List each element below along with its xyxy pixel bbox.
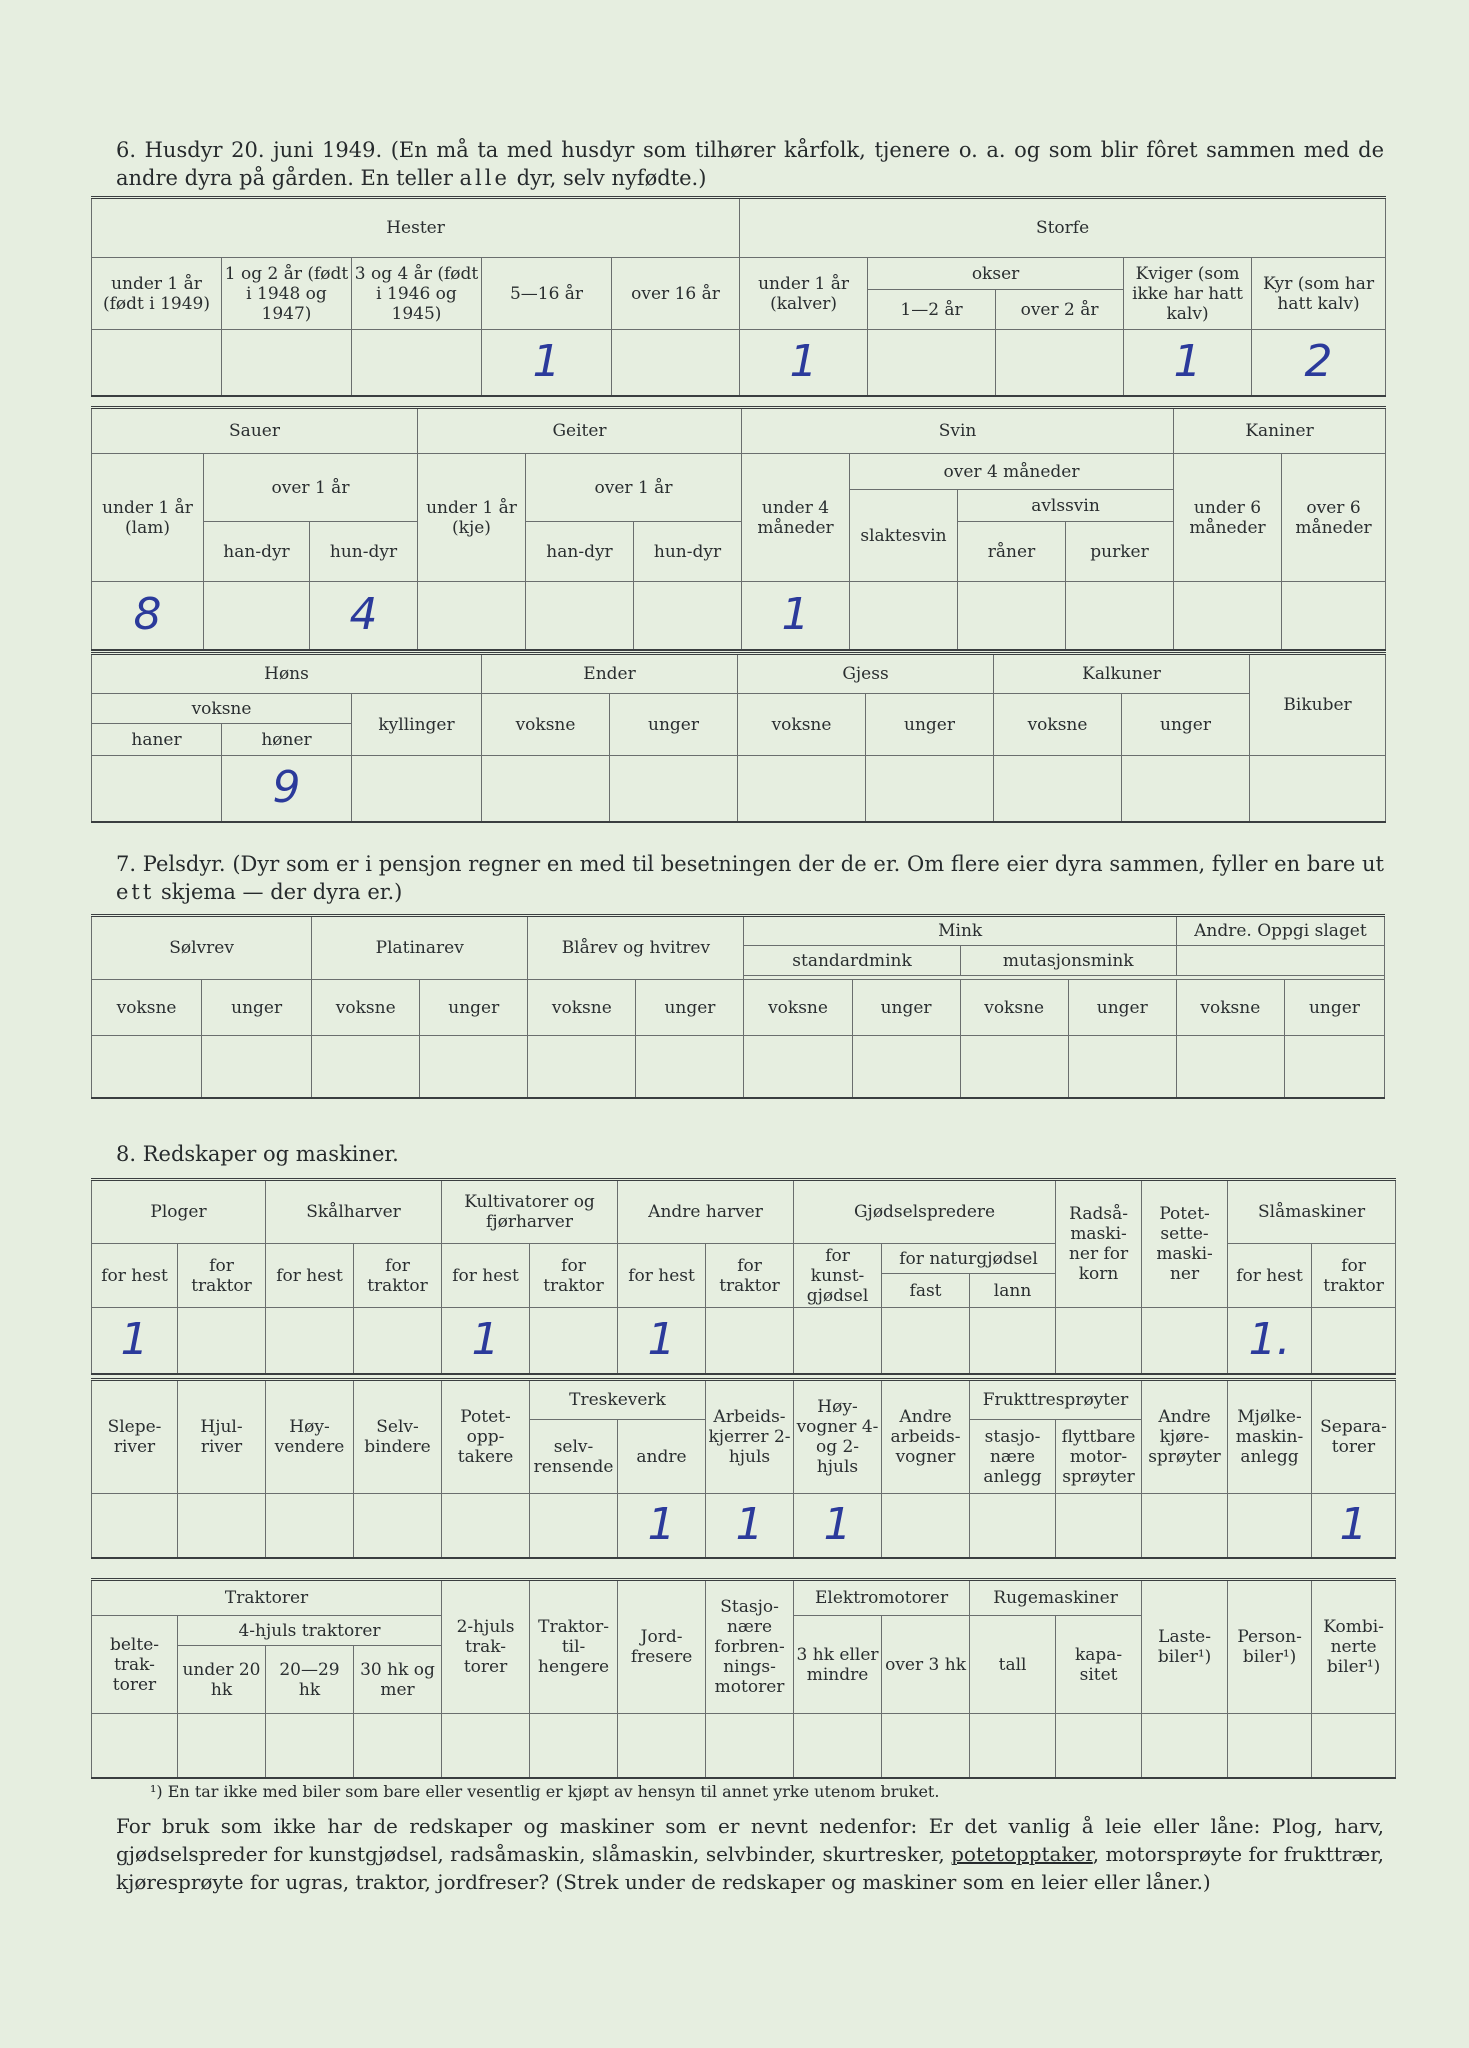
- geiter-col-hundyr: hun-dyr: [634, 522, 742, 582]
- input-cell[interactable]: [970, 1308, 1056, 1374]
- hoyvogner-heading: Høy-vogner 4- og 2-hjuls: [794, 1380, 882, 1494]
- separatorer-heading: Separa-torer: [1312, 1380, 1396, 1494]
- slamaskiner-heading: Slåmaskiner: [1228, 1180, 1396, 1244]
- input-cell[interactable]: [312, 1036, 420, 1098]
- input-cell[interactable]: [92, 1714, 178, 1778]
- svin-col-raner: råner: [958, 522, 1066, 582]
- input-cell[interactable]: [482, 756, 610, 822]
- sauer-heading: Sauer: [92, 408, 418, 454]
- mink-heading: Mink: [744, 916, 1176, 946]
- col-for-hest: for hest: [1228, 1244, 1312, 1308]
- col-for-hest: for hest: [618, 1244, 706, 1308]
- input-cell[interactable]: [970, 1494, 1056, 1558]
- andre-kjoresproyter-heading: Andre kjøre-sprøyter: [1142, 1380, 1228, 1494]
- ploger-heading: Ploger: [92, 1180, 266, 1244]
- solvrev-heading: Sølvrev: [92, 916, 312, 980]
- input-cell[interactable]: 1: [706, 1494, 794, 1558]
- input-cell[interactable]: [530, 1308, 618, 1374]
- blarev-heading: Blårev og hvitrev: [528, 916, 744, 980]
- col-under20: under 20 hk: [178, 1646, 266, 1714]
- kaniner-col-under6: under 6 måneder: [1174, 454, 1282, 582]
- personbiler-heading: Person-biler¹): [1228, 1580, 1312, 1714]
- sauer-col-handyr: han-dyr: [204, 522, 310, 582]
- svin-col-avlssvin: avlssvin: [958, 490, 1174, 522]
- input-cell[interactable]: 8: [92, 582, 204, 650]
- input-cell[interactable]: [1122, 756, 1250, 822]
- sleperiver-heading: Slepe-river: [92, 1380, 178, 1494]
- col-for-hest: for hest: [442, 1244, 530, 1308]
- input-cell[interactable]: [738, 756, 866, 822]
- potetsettemaskiner-heading: Potet-sette-maski-ner: [1142, 1180, 1228, 1308]
- input-cell[interactable]: [610, 756, 738, 822]
- hons-col-kyllinger: kyllinger: [352, 694, 482, 756]
- bikuber-heading: Bikuber: [1250, 654, 1386, 756]
- input-cell[interactable]: [706, 1308, 794, 1374]
- lastebiler-heading: Laste-biler¹): [1142, 1580, 1228, 1714]
- arbeidskjerrer-heading: Arbeids-kjerrer 2-hjuls: [706, 1380, 794, 1494]
- input-cell[interactable]: [92, 1494, 178, 1558]
- col-for-traktor: for traktor: [354, 1244, 442, 1308]
- input-cell[interactable]: 1: [794, 1494, 882, 1558]
- underlined-potetopptaker: potetopptaker: [951, 1842, 1093, 1866]
- input-cell[interactable]: [530, 1714, 618, 1778]
- elektromotorer-heading: Elektromotorer: [794, 1580, 970, 1616]
- input-cell[interactable]: [442, 1714, 530, 1778]
- andre-subheading: [1176, 946, 1384, 976]
- svin-col-over4: over 4 måneder: [850, 454, 1174, 490]
- input-cell[interactable]: [994, 756, 1122, 822]
- input-cell[interactable]: [618, 1714, 706, 1778]
- col-unger: unger: [636, 980, 744, 1036]
- standardmink-heading: standardmink: [744, 946, 960, 976]
- hester-col-1-2: 1 og 2 år (født i 1948 og 1947): [222, 258, 352, 330]
- section7-intro: 7. Pelsdyr. (Dyr som er i pensjon regner en med til besetningen der de er. Om flere eier dyra sammen, fyller en bare ut ett skjema — der dyra er.): [116, 852, 1384, 904]
- col-lann: lann: [970, 1274, 1056, 1308]
- col-unger: unger: [420, 980, 528, 1036]
- input-cell[interactable]: [1056, 1714, 1142, 1778]
- section6-intro: 6. Husdyr 20. juni 1949. (En må ta med husdyr som tilhører kårfolk, tjenere o. a. og som blir fôret sammen med de andre dyra på gården. En teller alle dyr, selv nyfødte.): [116, 138, 1384, 190]
- col-for-traktor: for traktor: [1312, 1244, 1396, 1308]
- col-for-traktor: for traktor: [530, 1244, 618, 1308]
- input-cell[interactable]: [882, 1714, 970, 1778]
- input-cell[interactable]: 1: [92, 1308, 178, 1374]
- col-unger: unger: [852, 980, 960, 1036]
- col-voksne: voksne: [744, 980, 852, 1036]
- input-cell[interactable]: [1056, 1308, 1142, 1374]
- kalkuner-heading: Kalkuner: [994, 654, 1250, 694]
- input-cell[interactable]: [866, 756, 994, 822]
- input-cell[interactable]: [958, 582, 1066, 650]
- radsamaskiner-heading: Radså-maski-ner for korn: [1056, 1180, 1142, 1308]
- input-cell[interactable]: [178, 1494, 266, 1558]
- andre-heading: Andre. Oppgi slaget: [1176, 916, 1384, 946]
- frukttresproyter-heading: Frukttresprøyter: [970, 1380, 1142, 1420]
- storfe-col-okser-1-2: 1—2 år: [868, 290, 996, 330]
- hons-heading: Høns: [92, 654, 482, 694]
- col-for-traktor: for traktor: [706, 1244, 794, 1308]
- input-cell[interactable]: [178, 1714, 266, 1778]
- stasjonaere-motorer-heading: Stasjo-nære forbren-nings-motorer: [706, 1580, 794, 1714]
- col-andre: andre: [618, 1420, 706, 1494]
- input-cell[interactable]: [706, 1714, 794, 1778]
- col-kapasitet: kapa-sitet: [1056, 1616, 1142, 1714]
- input-cell[interactable]: 1.: [1228, 1308, 1312, 1374]
- input-cell[interactable]: [92, 330, 222, 396]
- col-over3hk: over 3 hk: [882, 1616, 970, 1714]
- col-tall: tall: [970, 1616, 1056, 1714]
- jordfresere-heading: Jord-fresere: [618, 1580, 706, 1714]
- ender-col-voksne: voksne: [482, 694, 610, 756]
- input-cell[interactable]: [850, 582, 958, 650]
- input-cell[interactable]: [1228, 1494, 1312, 1558]
- input-cell[interactable]: [868, 330, 996, 396]
- kaniner-heading: Kaniner: [1174, 408, 1386, 454]
- input-cell[interactable]: [1142, 1714, 1228, 1778]
- table-fjorfe-bikuber: [91, 652, 1386, 823]
- input-cell[interactable]: [530, 1494, 618, 1558]
- svin-col-purker: purker: [1066, 522, 1174, 582]
- sauer-col-lam: under 1 år (lam): [92, 454, 204, 582]
- col-flyttbare: flyttbare motor-sprøyter: [1056, 1420, 1142, 1494]
- geiter-col-over1: over 1 år: [526, 454, 742, 522]
- skalharver-heading: Skålharver: [266, 1180, 442, 1244]
- traktorer-heading: Traktorer: [92, 1580, 442, 1616]
- input-cell[interactable]: [744, 1036, 852, 1098]
- input-cell[interactable]: [960, 1036, 1068, 1098]
- kultivatorer-heading: Kultivatorer og fjørharver: [442, 1180, 618, 1244]
- input-cell[interactable]: [352, 330, 482, 396]
- selvbindere-heading: Selv-bindere: [354, 1380, 442, 1494]
- input-cell[interactable]: [1250, 756, 1386, 822]
- storfe-col-kviger: Kviger (som ikke har hatt kalv): [1124, 258, 1252, 330]
- input-cell[interactable]: [1068, 1036, 1176, 1098]
- input-cell[interactable]: [1056, 1494, 1142, 1558]
- input-cell[interactable]: [1142, 1494, 1228, 1558]
- hons-col-haner: haner: [92, 724, 222, 756]
- gjodselspredere-heading: Gjødselspredere: [794, 1180, 1056, 1244]
- andre-harver-heading: Andre harver: [618, 1180, 794, 1244]
- gjess-heading: Gjess: [738, 654, 994, 694]
- col-beltetraktorer: belte-trak-torer: [92, 1616, 178, 1714]
- geiter-heading: Geiter: [418, 408, 742, 454]
- input-cell[interactable]: [222, 330, 352, 396]
- input-cell[interactable]: 1: [1312, 1494, 1396, 1558]
- svin-heading: Svin: [742, 408, 1174, 454]
- hester-col-3-4: 3 og 4 år (født i 1946 og 1945): [352, 258, 482, 330]
- storfe-col-kyr: Kyr (som har hatt kalv): [1252, 258, 1386, 330]
- hester-col-under1: under 1 år (født i 1949): [92, 258, 222, 330]
- footnote: ¹) En tar ikke med biler som bare eller vesentlig er kjøpt av hensyn til annet yrke utenom bruket.: [150, 1782, 940, 1801]
- col-voksne: voksne: [960, 980, 1068, 1036]
- mutasjonsmink-heading: mutasjonsmink: [960, 946, 1176, 976]
- col-stasjonaere-anlegg: stasjo-nære anlegg: [970, 1420, 1056, 1494]
- ender-col-unger: unger: [610, 694, 738, 756]
- input-cell[interactable]: [882, 1308, 970, 1374]
- table-redskaper-2: [91, 1378, 1396, 1559]
- geiter-col-kje: under 1 år (kje): [418, 454, 526, 582]
- storfe-col-okser-over2: over 2 år: [996, 290, 1124, 330]
- storfe-col-kalver: under 1 år (kalver): [740, 258, 868, 330]
- treskeverk-heading: Treskeverk: [530, 1380, 706, 1420]
- col-for-naturgjodsel: for naturgjødsel: [882, 1244, 1056, 1274]
- col-firehjuls: 4-hjuls traktorer: [178, 1616, 442, 1646]
- svin-col-slaktesvin: slaktesvin: [850, 490, 958, 582]
- col-hk3-mindre: 3 hk eller mindre: [794, 1616, 882, 1714]
- input-cell[interactable]: [178, 1308, 266, 1374]
- input-cell[interactable]: [266, 1494, 354, 1558]
- input-cell[interactable]: 1: [442, 1308, 530, 1374]
- input-cell[interactable]: [202, 1036, 312, 1098]
- input-cell[interactable]: [92, 756, 222, 822]
- col-for-hest: for hest: [92, 1244, 178, 1308]
- col-voksne: voksne: [528, 980, 636, 1036]
- input-cell[interactable]: 1: [740, 330, 868, 396]
- input-cell[interactable]: [794, 1308, 882, 1374]
- input-cell[interactable]: [354, 1308, 442, 1374]
- gjess-col-unger: unger: [866, 694, 994, 756]
- hoyvendere-heading: Høy-vendere: [266, 1380, 354, 1494]
- input-cell[interactable]: [1312, 1308, 1396, 1374]
- storfe-col-okser: okser: [868, 258, 1124, 290]
- input-cell[interactable]: 4: [310, 582, 418, 650]
- hester-col-over16: over 16 år: [612, 258, 740, 330]
- hester-heading: Hester: [92, 198, 740, 258]
- input-cell[interactable]: [1312, 1714, 1396, 1778]
- input-cell[interactable]: [266, 1714, 354, 1778]
- kaniner-col-over6: over 6 måneder: [1282, 454, 1386, 582]
- col-voksne: voksne: [312, 980, 420, 1036]
- hjulriver-heading: Hjul-river: [178, 1380, 266, 1494]
- input-cell[interactable]: 1: [618, 1494, 706, 1558]
- input-cell[interactable]: [1228, 1714, 1312, 1778]
- input-cell[interactable]: [354, 1494, 442, 1558]
- input-cell[interactable]: [92, 1036, 202, 1098]
- rugemaskiner-heading: Rugemaskiner: [970, 1580, 1142, 1616]
- hons-col-voksne: voksne: [92, 694, 352, 724]
- input-cell[interactable]: [612, 330, 740, 396]
- input-cell[interactable]: 1: [618, 1308, 706, 1374]
- kalkuner-col-unger: unger: [1122, 694, 1250, 756]
- potetopptakere-heading: Potet-opp-takere: [442, 1380, 530, 1494]
- input-cell[interactable]: 1: [742, 582, 850, 650]
- col-for-hest: for hest: [266, 1244, 354, 1308]
- input-cell[interactable]: [1282, 582, 1386, 650]
- input-cell[interactable]: [354, 1714, 442, 1778]
- hons-col-honer: høner: [222, 724, 352, 756]
- input-cell[interactable]: [1174, 582, 1282, 650]
- col-unger: unger: [1068, 980, 1176, 1036]
- storfe-heading: Storfe: [740, 198, 1386, 258]
- input-cell[interactable]: [636, 1036, 744, 1098]
- section8-title: 8. Redskaper og maskiner.: [116, 1142, 399, 1166]
- input-cell[interactable]: [794, 1714, 882, 1778]
- input-cell[interactable]: [266, 1308, 354, 1374]
- input-cell[interactable]: [1284, 1036, 1384, 1098]
- input-cell[interactable]: [970, 1714, 1056, 1778]
- col-for-traktor: for traktor: [178, 1244, 266, 1308]
- input-cell[interactable]: [442, 1494, 530, 1558]
- geiter-col-handyr: han-dyr: [526, 522, 634, 582]
- table-sauer-geiter-svin-kaniner: [91, 406, 1386, 651]
- input-cell[interactable]: [418, 582, 526, 650]
- input-cell[interactable]: 1: [1124, 330, 1252, 396]
- andre-arbeidsvogner-heading: Andre arbeids-vogner: [882, 1380, 970, 1494]
- table-pelsdyr: [91, 914, 1385, 1099]
- tohjuls-heading: 2-hjuls trak-torer: [442, 1580, 530, 1714]
- input-cell[interactable]: [996, 330, 1124, 396]
- kombinerte-heading: Kombi-nerte biler¹): [1312, 1580, 1396, 1714]
- col-for-kunstgjodsel: for kunst-gjødsel: [794, 1244, 882, 1308]
- input-cell[interactable]: [882, 1494, 970, 1558]
- gjess-col-voksne: voksne: [738, 694, 866, 756]
- col-voksne: voksne: [92, 980, 202, 1036]
- svin-col-under4: under 4 måneder: [742, 454, 850, 582]
- input-cell[interactable]: [352, 756, 482, 822]
- input-cell[interactable]: [420, 1036, 528, 1098]
- input-cell[interactable]: [1176, 1036, 1284, 1098]
- col-voksne: voksne: [1176, 980, 1284, 1036]
- col-unger: unger: [202, 980, 312, 1036]
- col-hk30: 30 hk og mer: [354, 1646, 442, 1714]
- input-cell[interactable]: [1142, 1308, 1228, 1374]
- sauer-col-hundyr: hun-dyr: [310, 522, 418, 582]
- sauer-col-over1: over 1 år: [204, 454, 418, 522]
- emphasis-ett: ett: [116, 880, 155, 904]
- col-selvrensende: selv-rensende: [530, 1420, 618, 1494]
- traktortilhengere-heading: Traktor-til-hengere: [530, 1580, 618, 1714]
- col-unger: unger: [1284, 980, 1384, 1036]
- col-fast: fast: [882, 1274, 970, 1308]
- input-cell[interactable]: 2: [1252, 330, 1386, 396]
- hester-col-5-16: 5—16 år: [482, 258, 612, 330]
- table-hester-storfe: [91, 196, 1386, 397]
- input-cell[interactable]: 1: [482, 330, 612, 396]
- kalkuner-col-voksne: voksne: [994, 694, 1122, 756]
- table-redskaper-1: [91, 1178, 1396, 1375]
- input-cell[interactable]: [528, 1036, 636, 1098]
- table-redskaper-3: [91, 1578, 1396, 1779]
- closing-paragraph: For bruk som ikke har de redskaper og maskiner som er nevnt nedenfor: Er det vanlig å leie eller låne: Plog, harv, gjødselspreder for kunstgjødsel, radsåmaskin, slåmaskin, selvbinder, skurtresker, potetopptaker, motorsprøyte for frukttrær, kjøresprøyte for ugras, traktor, jordfreser? (Strek under de redskaper og maskiner som en leier eller låner.): [116, 1814, 1384, 1894]
- input-cell[interactable]: [1066, 582, 1174, 650]
- input-cell[interactable]: 9: [222, 756, 352, 822]
- emphasis-alle: alle: [459, 166, 510, 190]
- input-cell[interactable]: [204, 582, 310, 650]
- melkemaskinanlegg-heading: Mjølke-maskin-anlegg: [1228, 1380, 1312, 1494]
- platinarev-heading: Platinarev: [312, 916, 528, 980]
- input-cell[interactable]: [526, 582, 634, 650]
- input-cell[interactable]: [634, 582, 742, 650]
- input-cell[interactable]: [852, 1036, 960, 1098]
- col-hk20-29: 20—29 hk: [266, 1646, 354, 1714]
- ender-heading: Ender: [482, 654, 738, 694]
